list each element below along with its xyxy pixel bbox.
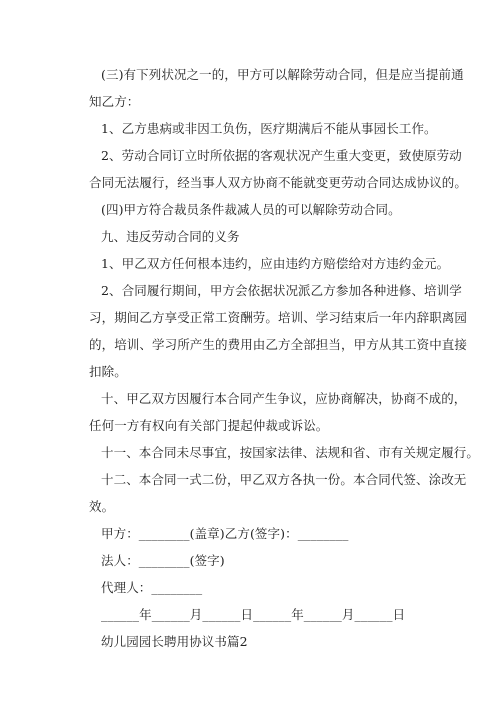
text-line: 合同无法履行，经当事人双方协商不能就变更劳动合同达成协议的。 [89,175,468,190]
text-line: (三)有下列状况之一的，甲方可以解除劳动合同，但是应当提前通 [101,67,464,82]
text-line: 十、甲乙双方因履行本合同产生争议，应协商解决，协商不成的， [101,391,467,406]
text-line: 效。 [89,499,115,514]
signature-line-party-a: 甲方：________(盖章)乙方(签字)：________ [101,526,349,541]
text-line: 2、劳动合同订立时所依据的客观状况产生重大变更，致使原劳动 [101,148,462,163]
text-line: 的，培训、学习所产生的费用由乙方全部担当，甲方从其工资中直接 [89,337,468,352]
text-line: 1、乙方患病或非因工负伤，医疗期满后不能从事园长工作。 [101,121,437,136]
next-section-title: 幼儿园园长聘用协议书篇2 [101,634,248,649]
text-line: (四)甲方符合裁员条件裁减人员的可以解除劳动合同。 [101,202,401,217]
date-line: ______年______月______日______年______月______日 [101,607,406,622]
text-line: 任何一方有权向有关部门提起仲裁或诉讼。 [89,418,329,433]
signature-line-agent: 代理人：________ [101,580,203,595]
text-line: 扣除。 [89,364,127,379]
signature-line-legal-rep: 法人：________(签字) [101,553,225,568]
section-heading: 九、违反劳动合同的义务 [101,229,240,244]
text-line: 2、合同履行期间，甲方会依据状况派乙方参加各种进修、培训学 [101,283,462,298]
text-line: 1、甲乙双方任何根本违约，应由违约方赔偿给对方违约金元。 [101,256,450,271]
text-line: 十二、本合同一式二份，甲乙双方各执一份。本合同代签、涂改无 [101,472,467,487]
text-line: 知乙方： [89,94,140,109]
text-line: 习，期间乙方享受正常工资酬劳。培训、学习结束后一年内辞职离园 [89,310,468,325]
text-line: 十一、本合同未尽事宜，按国家法律、法规和省、市有关规定履行。 [101,445,480,460]
